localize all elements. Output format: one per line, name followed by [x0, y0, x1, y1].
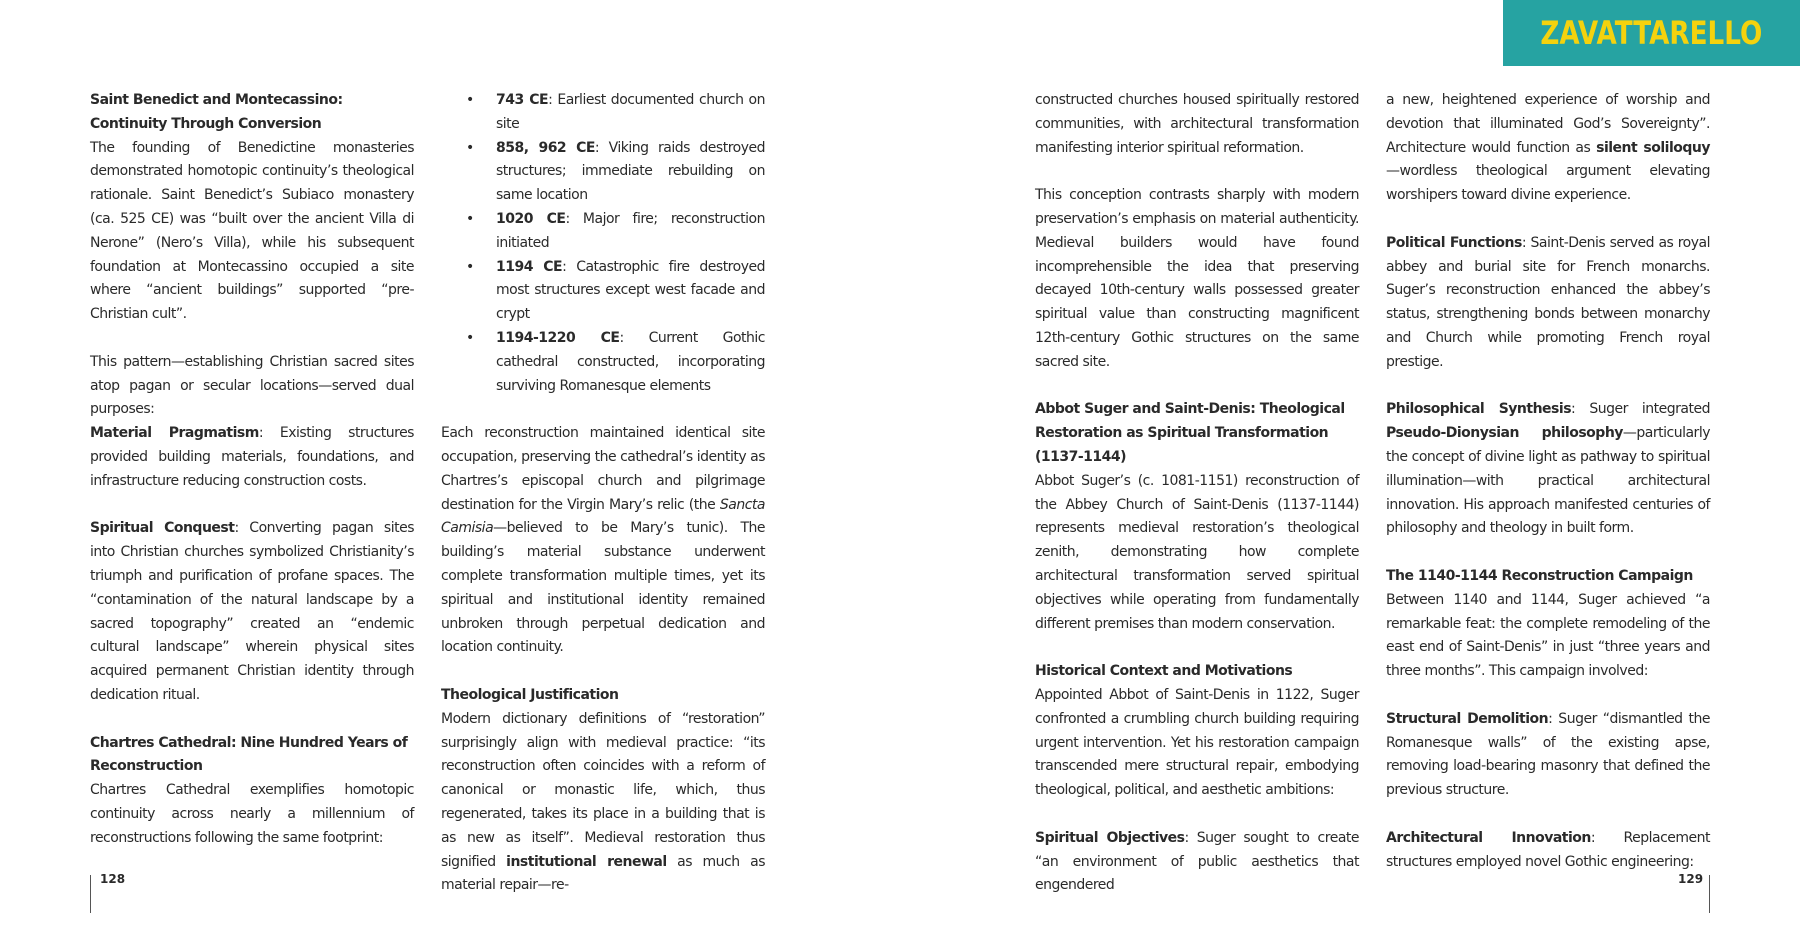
paragraph: Appointed Abbot of Saint-Denis in 1122, Suger confronted a crumbling church building requiring urgent intervention. Yet his restoration campaign transcended mere structural repair, embodying theological, political, and aesthetic ambitions: [1035, 686, 1359, 799]
paragraph: Structural Demolition: Suger “dismantled the Romanesque walls” of the existing apse, removing load-bearing masonry that defined the previous structure. [1386, 710, 1711, 799]
left-page-column-2 [441, 89, 765, 898]
paragraph: constructed churches housed spiritually restored communities, with architectural transformation manifesting interior spiritual reformation. [1035, 92, 1359, 156]
term: Political Functions [1386, 234, 1522, 251]
left-page-column-1 [90, 89, 414, 851]
paragraph: Abbot Suger’s (c. 1081-1151) reconstruction of the Abbey Church of Saint-Denis (1137-1144) represents medieval restoration’s theological zenith, demonstrating how complete architectural transformation served spiritual objectives while operating from fundamentally different premises than modern conservation. [1035, 472, 1359, 632]
paragraph: a new, heightened experience of worship and devotion that illuminated God’s Sovereignty”. Architecture would function as silent soliloquy—wordless theological argument elevating worshipers toward divine experience. [1386, 92, 1710, 204]
right-page-column-1 [1035, 89, 1359, 898]
paragraph: This pattern—establishing Christian sacred sites atop pagan or secular locations—served dual purposes: [90, 353, 414, 418]
list-item: • 1020 CE: Major fire; reconstruction initiated [441, 208, 765, 256]
term: Spiritual Objectives [1035, 829, 1185, 846]
paragraph: Architectural Innovation: Replacement structures employed novel Gothic engineering: [1386, 829, 1710, 870]
section-heading: Abbot Suger and Saint-Denis: Theological Restoration as Spiritual Transformation (1137-1144) [1035, 401, 1345, 465]
bullet-icon: • [466, 139, 474, 156]
section-heading: The 1140-1144 Reconstruction Campaign [1386, 567, 1693, 584]
bullet-icon: • [466, 258, 474, 275]
term: Spiritual Conquest [90, 520, 235, 537]
page-number-rule-right [1709, 875, 1710, 913]
bullet-icon: • [466, 92, 474, 108]
bullet-icon: • [466, 210, 474, 227]
paragraph: Spiritual Objectives: Suger sought to create “an environment of public aesthetics that engendered [1035, 829, 1359, 894]
list-item: • 1194 CE: Catastrophic fire destroyed most structures except west facade and crypt [441, 256, 765, 327]
brand-title: ZAVATTARELLO [1540, 14, 1763, 52]
right-page-column-2 [1386, 89, 1710, 874]
term: Philosophical Synthesis [1386, 401, 1572, 418]
paragraph: This conception contrasts sharply with modern preservation’s emphasis on material authenticity. Medieval builders would have found incomprehensible the idea that preserving decayed 10th-century walls possessed greater spiritual value than constructing magnificent 12th-century Gothic structures on the same sacred site. [1035, 187, 1359, 370]
list-item: • 743 CE: Earliest documented church on site [441, 89, 765, 137]
page-number-right: 129 [1678, 872, 1704, 886]
section-heading: Saint Benedict and Montecassino: Continuity Through Conversion [90, 92, 343, 132]
paragraph: Each reconstruction maintained identical site occupation, preserving the cathedral’s identity as Chartres’s episcopal church and pilgrimage destination for the Virgin Mary’s relic (the Sancta Camisia—believed to be Mary’s tunic). The building’s material substance underwent complete transformation multiple times, yet its spiritual and institutional identity remained unbroken through perpetual dedication and location continuity. [441, 425, 765, 656]
paragraph: Spiritual Conquest: Converting pagan sites into Christian churches symbolized Christianity’s triumph and purification of profane spaces. The “contamination of the natural landscape by a sacred topography” created an “endemic cultural landscape” wherein physical sites acquired permanent Christian identity through dedication ritual. [90, 520, 414, 703]
list-item: • 1194-1220 CE: Current Gothic cathedral constructed, incorporating surviving Romanesque elements [441, 327, 765, 398]
timeline-list [441, 89, 765, 398]
section-heading: Theological Justification [441, 686, 619, 703]
term: Architectural Innovation [1386, 829, 1591, 846]
paragraph: Chartres Cathedral exemplifies homotopic continuity across nearly a millennium of reconstructions following the same footprint: [90, 782, 414, 846]
paragraph: Between 1140 and 1144, Suger achieved “a remarkable feat: the complete remodeling of the east end of Saint-Denis” in just “three years and three months”. This campaign involved: [1386, 591, 1710, 680]
term: Structural Demolition [1386, 710, 1549, 727]
section-heading: Historical Context and Motivations [1035, 663, 1293, 680]
section-heading: Chartres Cathedral: Nine Hundred Years of Reconstruction [90, 734, 408, 775]
page-number-rule-left [90, 875, 91, 913]
paragraph: Philosophical Synthesis: Suger integrated Pseudo-Dionysian philosophy—particularly the concept of divine light as pathway to spiritual illumination—with practical architectural innovation. His approach manifested centuries of philosophy and theology in built form. [1386, 401, 1710, 537]
page-number-left: 128 [100, 872, 126, 886]
list-item: • 858, 962 CE: Viking raids destroyed structures; immediate rebuilding on same location [441, 137, 765, 208]
paragraph: Material Pragmatism: Existing structures provided building materials, foundations, and infrastructure reducing construction costs. [90, 425, 414, 489]
paragraph: The founding of Benedictine monasteries demonstrated homotopic continuity’s theological rationale. Saint Benedict’s Subiaco monastery (ca. 525 CE) was “built over the ancient Villa di Nerone” (Nero’s Villa), while his subsequent foundation at Montecassino occupied a site where “ancient buildings” supported “pre-Christian cult”. [90, 139, 414, 323]
brand-banner [1503, 0, 1800, 66]
paragraph: Political Functions: Saint-Denis served as royal abbey and burial site for French monarchs. Suger’s reconstruction enhanced the abbey’s status, strengthening bonds between monarchy and Church while promoting French royal prestige. [1386, 234, 1710, 370]
term: Material Pragmatism [90, 425, 259, 442]
paragraph: Modern dictionary definitions of “restoration” surprisingly align with medieval practice: “its reconstruction often coincides with a reform of canonical or monastic life, which, thus regenerated, takes its place in a building that is as new as itself”. Medieval restoration thus signified institutional renewal as much as material repair—re- [441, 710, 765, 894]
bullet-icon: • [466, 329, 474, 346]
